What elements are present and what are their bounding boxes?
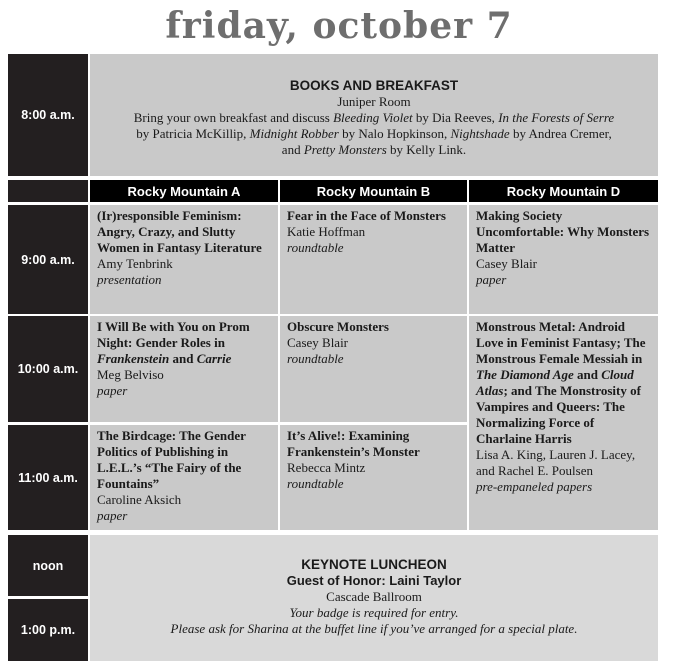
keynote-title: KEYNOTE LUNCHEON <box>301 557 447 572</box>
session-b-11am <box>280 425 467 530</box>
session-presenter: Katie Hoffman <box>287 224 366 239</box>
session-type: paper <box>97 508 128 523</box>
keynote-note-1: Your badge is required for entry. <box>289 605 459 620</box>
session-presenter: Casey Blair <box>476 256 538 271</box>
session-presenter: Lisa A. King, Lauren J. Lacey, and Rachel E. Poulsen <box>476 447 636 478</box>
session-title: It’s Alive!: Examining Frankenstein’s Monster <box>287 428 420 459</box>
session-type: roundtable <box>287 351 344 366</box>
breakfast-banner <box>90 54 658 176</box>
room-header-d: Rocky Mountain D <box>469 180 658 202</box>
session-title: Fear in the Face of Monsters <box>287 208 446 223</box>
session-presenter: Meg Belviso <box>97 367 164 382</box>
session-d-10am-11am <box>469 316 658 530</box>
session-a-9am <box>90 205 278 314</box>
session-type: pre-empaneled papers <box>476 479 593 494</box>
breakfast-title: BOOKS AND BREAKFAST <box>289 78 459 93</box>
session-b-9am <box>280 205 467 314</box>
session-d-9am <box>469 205 658 314</box>
time-11am: 11:00 a.m. <box>8 425 88 530</box>
session-title: I Will Be with You on Prom Night: Gender Roles in Frankenstein and Carrie <box>97 319 250 366</box>
session-presenter: Amy Tenbrink <box>97 256 173 271</box>
session-type: roundtable <box>287 476 344 491</box>
session-b-10am <box>280 316 467 422</box>
session-title: The Birdcage: The Gender Politics of Publishing in L.E.L.’s “The Fairy of the Fountains” <box>97 428 246 491</box>
session-a-10am <box>90 316 278 422</box>
session-type: roundtable <box>287 240 344 255</box>
room-header-a: Rocky Mountain A <box>90 180 278 202</box>
session-a-11am <box>90 425 278 530</box>
header-corner <box>8 180 88 202</box>
keynote-note-2: Please ask for Sharina at the buffet line if you’ve arranged for a special plate. <box>170 621 578 636</box>
session-title: (Ir)responsible Feminism: Angry, Crazy, and Slutty Women in Fantasy Literature <box>97 208 262 255</box>
time-1pm: 1:00 p.m. <box>8 599 88 661</box>
page-title: friday, october 7 <box>165 5 513 47</box>
room-header-b: Rocky Mountain B <box>280 180 467 202</box>
session-title: Monstrous Metal: Android Love in Feminist Fantasy; The Monstrous Female Messiah in The Diamond Age and Cloud Atlas; and The Monstrosity of Vampires and Queers: The Normalizing Force of Charlaine Harris <box>476 319 646 446</box>
breakfast-line-1: Bring your own breakfast and discuss Bleeding Violet by Dia Reeves, In the Forests of Serre <box>133 110 615 125</box>
breakfast-room: Juniper Room <box>337 94 411 109</box>
session-type: paper <box>97 383 128 398</box>
keynote-guest: Guest of Honor: Laini Taylor <box>286 573 462 588</box>
session-title: Obscure Monsters <box>287 319 389 334</box>
session-presenter: Rebecca Mintz <box>287 460 366 475</box>
keynote-room: Cascade Ballroom <box>326 589 422 604</box>
time-8am: 8:00 a.m. <box>8 54 88 176</box>
session-title: Making Society Uncomfortable: Why Monsters Matter <box>476 208 650 255</box>
session-type: paper <box>476 272 507 287</box>
time-10am: 10:00 a.m. <box>8 316 88 422</box>
session-presenter: Casey Blair <box>287 335 349 350</box>
session-type: presentation <box>97 272 162 287</box>
breakfast-line-2: by Patricia McKillip, Midnight Robber by Nalo Hopkinson, Nightshade by Andrea Cremer, <box>136 126 612 141</box>
time-9am: 9:00 a.m. <box>8 205 88 314</box>
breakfast-line-3: and Pretty Monsters by Kelly Link. <box>281 142 467 157</box>
session-presenter: Caroline Aksich <box>97 492 182 507</box>
keynote-banner <box>90 535 658 661</box>
time-noon: noon <box>8 535 88 596</box>
